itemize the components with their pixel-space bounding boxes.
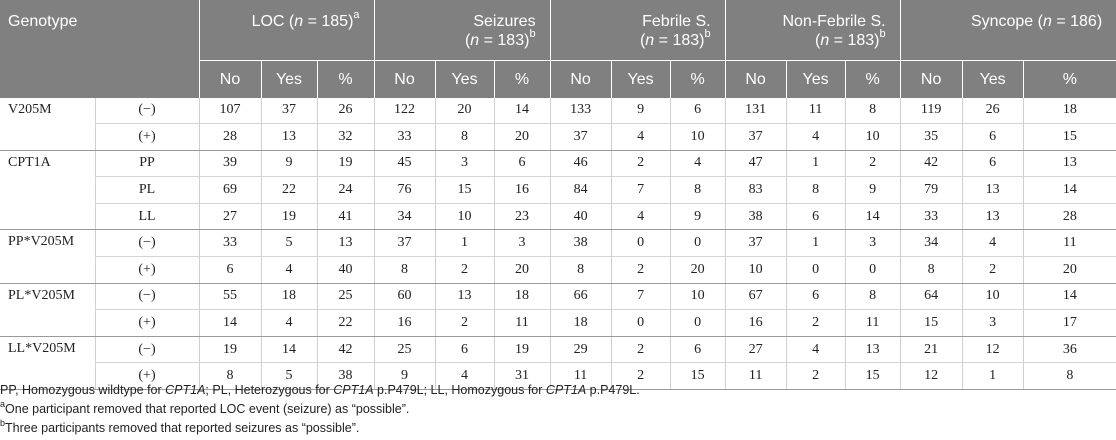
value-cell: 15 xyxy=(845,363,900,390)
value-cell: 9 xyxy=(261,150,317,177)
value-cell: 34 xyxy=(900,230,962,257)
value-cell: 11 xyxy=(1023,230,1116,257)
value-cell: 11 xyxy=(845,310,900,337)
value-cell: 12 xyxy=(900,363,962,390)
value-cell: 3 xyxy=(962,310,1023,337)
value-cell: 9 xyxy=(374,363,435,390)
value-cell: 4 xyxy=(786,336,845,363)
abbreviation-note: PP, Homozygous wildtype for CPT1A; PL, Heterozygous for CPT1A p.P479L; LL, Homozygous for CPT1A p.P479L. xyxy=(0,383,640,397)
subheader-yes: Yes xyxy=(435,60,494,98)
value-cell: 16 xyxy=(494,177,550,204)
value-cell: 2 xyxy=(845,150,900,177)
table-row xyxy=(0,257,1116,284)
value-cell: 11 xyxy=(725,363,786,390)
table-row xyxy=(0,230,1116,257)
value-cell: 9 xyxy=(670,203,725,230)
value-cell: 0 xyxy=(845,257,900,284)
value-cell: 13 xyxy=(845,336,900,363)
value-cell: 60 xyxy=(374,283,435,310)
value-cell: 0 xyxy=(611,230,670,257)
value-cell: 133 xyxy=(550,98,611,124)
subgroup-cell: (+) xyxy=(95,363,199,390)
value-cell: 131 xyxy=(725,98,786,124)
value-cell: 2 xyxy=(611,257,670,284)
value-cell: 5 xyxy=(261,230,317,257)
footnote-b: $^b$Three participants removed that reported seizures as “possible”. xyxy=(0,417,360,435)
value-cell: 24 xyxy=(317,177,374,204)
value-cell: 4 xyxy=(261,257,317,284)
value-cell: 14 xyxy=(494,98,550,124)
subgroup-cell: (−) xyxy=(95,336,199,363)
value-cell: 20 xyxy=(670,257,725,284)
table-body xyxy=(0,98,1116,390)
value-cell: 64 xyxy=(900,283,962,310)
value-cell: 1 xyxy=(962,363,1023,390)
syncope-header: Syncope (n = 186) xyxy=(900,0,1116,60)
subheader-pct: % xyxy=(1023,60,1116,98)
value-cell: 18 xyxy=(550,310,611,337)
value-cell: 23 xyxy=(494,203,550,230)
value-cell: 29 xyxy=(550,336,611,363)
value-cell: 10 xyxy=(845,124,900,151)
value-cell: 19 xyxy=(199,336,261,363)
value-cell: 69 xyxy=(199,177,261,204)
subheader-yes: Yes xyxy=(611,60,670,98)
value-cell: 18 xyxy=(261,283,317,310)
value-cell: 38 xyxy=(317,363,374,390)
value-cell: 25 xyxy=(317,283,374,310)
value-cell: 67 xyxy=(725,283,786,310)
value-cell: 27 xyxy=(199,203,261,230)
subgroup-cell: LL xyxy=(95,203,199,230)
value-cell: 33 xyxy=(199,230,261,257)
value-cell: 0 xyxy=(670,230,725,257)
value-cell: 8 xyxy=(199,363,261,390)
table-header xyxy=(0,0,1116,98)
value-cell: 1 xyxy=(786,150,845,177)
value-cell: 16 xyxy=(374,310,435,337)
value-cell: 42 xyxy=(900,150,962,177)
value-cell: 20 xyxy=(435,98,494,124)
genotype-cell: PP*V205M xyxy=(0,230,95,283)
value-cell: 107 xyxy=(199,98,261,124)
value-cell: 3 xyxy=(845,230,900,257)
value-cell: 45 xyxy=(374,150,435,177)
table-row xyxy=(0,310,1116,337)
value-cell: 79 xyxy=(900,177,962,204)
value-cell: 10 xyxy=(435,203,494,230)
value-cell: 42 xyxy=(317,336,374,363)
value-cell: 9 xyxy=(845,177,900,204)
genotype-cell: CPT1A xyxy=(0,150,95,230)
value-cell: 6 xyxy=(786,283,845,310)
subgroup-cell: (−) xyxy=(95,283,199,310)
value-cell: 19 xyxy=(261,203,317,230)
value-cell: 6 xyxy=(435,336,494,363)
value-cell: 8 xyxy=(845,98,900,124)
value-cell: 22 xyxy=(317,310,374,337)
value-cell: 13 xyxy=(1023,150,1116,177)
value-cell: 16 xyxy=(725,310,786,337)
value-cell: 7 xyxy=(611,283,670,310)
value-cell: 2 xyxy=(786,363,845,390)
value-cell: 2 xyxy=(435,257,494,284)
value-cell: 33 xyxy=(900,203,962,230)
value-cell: 21 xyxy=(900,336,962,363)
genotype-cell: LL*V205M xyxy=(0,336,95,389)
subheader-no: No xyxy=(374,60,435,98)
value-cell: 10 xyxy=(670,124,725,151)
value-cell: 15 xyxy=(670,363,725,390)
subgroup-cell: (−) xyxy=(95,98,199,124)
subheader-no: No xyxy=(900,60,962,98)
febrile-header: Febrile S. (n = 183)$^b$ xyxy=(550,0,725,60)
value-cell: 4 xyxy=(786,124,845,151)
value-cell: 4 xyxy=(611,203,670,230)
subgroup-cell: (−) xyxy=(95,230,199,257)
subheader-no: No xyxy=(550,60,611,98)
value-cell: 25 xyxy=(374,336,435,363)
value-cell: 20 xyxy=(1023,257,1116,284)
value-cell: 14 xyxy=(199,310,261,337)
value-cell: 28 xyxy=(199,124,261,151)
value-cell: 122 xyxy=(374,98,435,124)
value-cell: 39 xyxy=(199,150,261,177)
subgroup-cell: PP xyxy=(95,150,199,177)
value-cell: 2 xyxy=(435,310,494,337)
value-cell: 19 xyxy=(317,150,374,177)
value-cell: 4 xyxy=(261,310,317,337)
value-cell: 14 xyxy=(1023,283,1116,310)
table-footnotes xyxy=(0,381,640,438)
value-cell: 40 xyxy=(317,257,374,284)
value-cell: 6 xyxy=(670,98,725,124)
value-cell: 14 xyxy=(261,336,317,363)
value-cell: 0 xyxy=(611,310,670,337)
value-cell: 6 xyxy=(962,150,1023,177)
value-cell: 10 xyxy=(725,257,786,284)
value-cell: 8 xyxy=(550,257,611,284)
value-cell: 0 xyxy=(786,257,845,284)
value-cell: 11 xyxy=(550,363,611,390)
value-cell: 13 xyxy=(261,124,317,151)
value-cell: 2 xyxy=(611,150,670,177)
value-cell: 20 xyxy=(494,124,550,151)
value-cell: 15 xyxy=(435,177,494,204)
value-cell: 46 xyxy=(550,150,611,177)
value-cell: 27 xyxy=(725,336,786,363)
table-row xyxy=(0,336,1116,363)
subheader-no: No xyxy=(725,60,786,98)
value-cell: 8 xyxy=(435,124,494,151)
value-cell: 1 xyxy=(435,230,494,257)
table-row xyxy=(0,283,1116,310)
value-cell: 8 xyxy=(900,257,962,284)
value-cell: 19 xyxy=(494,336,550,363)
table-row xyxy=(0,124,1116,151)
value-cell: 9 xyxy=(611,98,670,124)
genotype-cell: V205M xyxy=(0,98,95,151)
table-row xyxy=(0,150,1116,177)
value-cell: 4 xyxy=(435,363,494,390)
subheader-yes: Yes xyxy=(962,60,1023,98)
value-cell: 8 xyxy=(670,177,725,204)
subheader-pct: % xyxy=(670,60,725,98)
value-cell: 4 xyxy=(670,150,725,177)
value-cell: 10 xyxy=(962,283,1023,310)
subgroup-cell: (+) xyxy=(95,124,199,151)
value-cell: 17 xyxy=(1023,310,1116,337)
loc-header: LOC (n = 185)$^a$ xyxy=(199,0,374,60)
value-cell: 13 xyxy=(962,203,1023,230)
value-cell: 47 xyxy=(725,150,786,177)
value-cell: 36 xyxy=(1023,336,1116,363)
value-cell: 20 xyxy=(494,257,550,284)
table-row xyxy=(0,177,1116,204)
value-cell: 13 xyxy=(435,283,494,310)
value-cell: 37 xyxy=(725,124,786,151)
value-cell: 37 xyxy=(550,124,611,151)
value-cell: 40 xyxy=(550,203,611,230)
value-cell: 8 xyxy=(374,257,435,284)
value-cell: 28 xyxy=(1023,203,1116,230)
value-cell: 6 xyxy=(962,124,1023,151)
value-cell: 8 xyxy=(1023,363,1116,390)
value-cell: 37 xyxy=(261,98,317,124)
value-cell: 2 xyxy=(611,363,670,390)
value-cell: 26 xyxy=(317,98,374,124)
value-cell: 84 xyxy=(550,177,611,204)
value-cell: 14 xyxy=(1023,177,1116,204)
subheader-pct: % xyxy=(494,60,550,98)
value-cell: 76 xyxy=(374,177,435,204)
value-cell: 0 xyxy=(670,310,725,337)
value-cell: 41 xyxy=(317,203,374,230)
value-cell: 35 xyxy=(900,124,962,151)
value-cell: 10 xyxy=(670,283,725,310)
subheader-no: No xyxy=(199,60,261,98)
subgroup-cell: (+) xyxy=(95,310,199,337)
value-cell: 37 xyxy=(725,230,786,257)
subheader-pct: % xyxy=(317,60,374,98)
value-cell: 2 xyxy=(786,310,845,337)
value-cell: 83 xyxy=(725,177,786,204)
non-febrile-header: Non-Febrile S. (n = 183)$^b$ xyxy=(725,0,900,60)
value-cell: 6 xyxy=(199,257,261,284)
value-cell: 2 xyxy=(962,257,1023,284)
value-cell: 11 xyxy=(494,310,550,337)
value-cell: 15 xyxy=(1023,124,1116,151)
value-cell: 37 xyxy=(374,230,435,257)
subgroup-cell: (+) xyxy=(95,257,199,284)
value-cell: 33 xyxy=(374,124,435,151)
value-cell: 38 xyxy=(550,230,611,257)
value-cell: 26 xyxy=(962,98,1023,124)
value-cell: 3 xyxy=(494,230,550,257)
value-cell: 6 xyxy=(786,203,845,230)
subgroup-cell: PL xyxy=(95,177,199,204)
value-cell: 2 xyxy=(611,336,670,363)
value-cell: 7 xyxy=(611,177,670,204)
value-cell: 66 xyxy=(550,283,611,310)
value-cell: 31 xyxy=(494,363,550,390)
value-cell: 8 xyxy=(786,177,845,204)
footnote-a: $^a$One participant removed that reported LOC event (seizure) as “possible”. xyxy=(0,398,410,416)
value-cell: 13 xyxy=(317,230,374,257)
value-cell: 22 xyxy=(261,177,317,204)
value-cell: 119 xyxy=(900,98,962,124)
value-cell: 6 xyxy=(670,336,725,363)
genotype-cell: PL*V205M xyxy=(0,283,95,336)
value-cell: 4 xyxy=(962,230,1023,257)
value-cell: 5 xyxy=(261,363,317,390)
value-cell: 18 xyxy=(494,283,550,310)
subheader-yes: Yes xyxy=(786,60,845,98)
value-cell: 13 xyxy=(962,177,1023,204)
value-cell: 11 xyxy=(786,98,845,124)
table-row xyxy=(0,98,1116,124)
value-cell: 3 xyxy=(435,150,494,177)
genotype-header: Genotype xyxy=(0,0,199,98)
value-cell: 8 xyxy=(845,283,900,310)
value-cell: 14 xyxy=(845,203,900,230)
seizures-header: Seizures (n = 183)$^b$ xyxy=(374,0,550,60)
value-cell: 1 xyxy=(786,230,845,257)
value-cell: 38 xyxy=(725,203,786,230)
subheader-yes: Yes xyxy=(261,60,317,98)
value-cell: 32 xyxy=(317,124,374,151)
value-cell: 4 xyxy=(611,124,670,151)
table-row xyxy=(0,203,1116,230)
value-cell: 6 xyxy=(494,150,550,177)
value-cell: 15 xyxy=(900,310,962,337)
subheader-pct: % xyxy=(845,60,900,98)
value-cell: 12 xyxy=(962,336,1023,363)
value-cell: 34 xyxy=(374,203,435,230)
value-cell: 18 xyxy=(1023,98,1116,124)
value-cell: 55 xyxy=(199,283,261,310)
